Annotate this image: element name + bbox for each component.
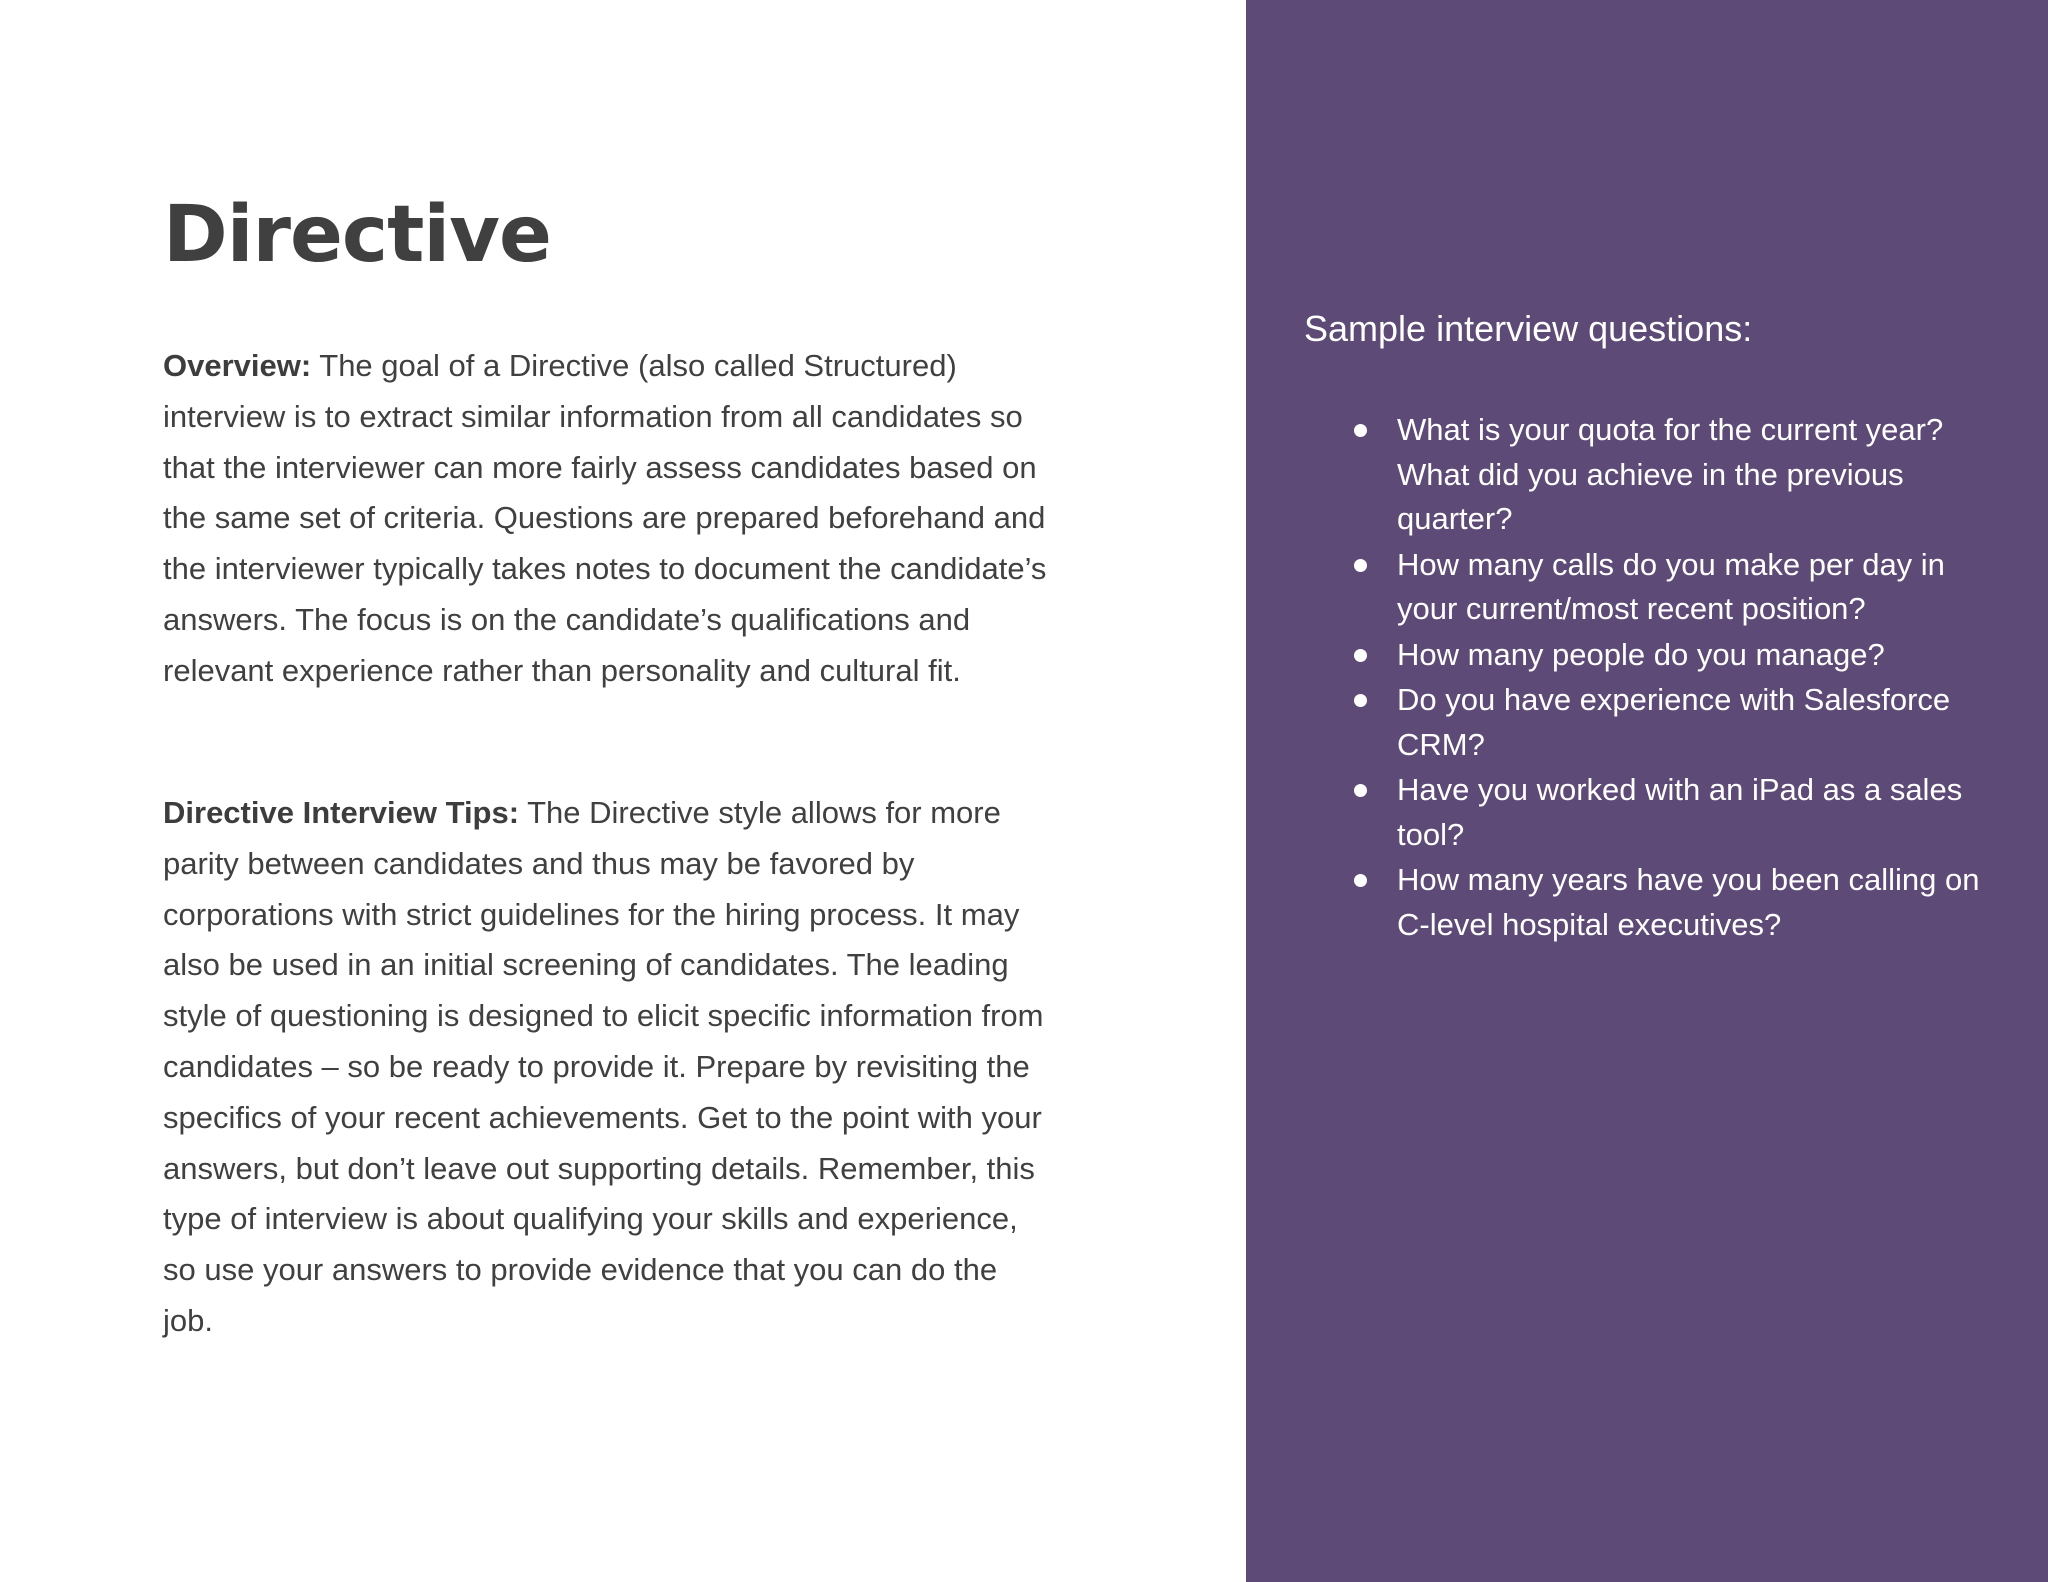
question-text: Do you have experience with Salesforce CRM?: [1397, 682, 1951, 762]
overview-paragraph: [163, 341, 1053, 697]
list-item: [1246, 633, 2048, 678]
tips-label: Directive Interview Tips:: [163, 795, 520, 830]
question-text: Have you worked with an iPad as a sales tool?: [1397, 772, 1963, 852]
overview-label: Overview:: [163, 348, 312, 383]
overview-text: The goal of a Directive (also called Structured) interview is to extract similar information from all candidates so that the interviewer can more fairly assess candidates based on the same set of criteria. Questions are prepared beforehand and the interviewer typically takes notes to document the candidate’s answers. The focus is on the candidate’s qualifications and relevant experience rather than personality and cultural fit.: [163, 348, 1047, 688]
question-text: How many calls do you make per day in your current/most recent position?: [1397, 546, 1945, 626]
list-item: [1246, 768, 2048, 857]
page-title: Directive: [163, 190, 551, 280]
tips-paragraph: [163, 788, 1053, 1347]
question-text: How many people do you manage?: [1397, 636, 1885, 672]
bullet-icon: [1354, 784, 1367, 797]
list-item: [1246, 408, 2048, 542]
list-item: [1246, 858, 2048, 947]
questions-list: [1246, 408, 2048, 948]
bullet-icon: [1354, 649, 1367, 662]
list-item: [1246, 678, 2048, 767]
question-text: What is your quota for the current year? What did you achieve in the previous quarter?: [1397, 412, 1944, 536]
bullet-icon: [1354, 874, 1367, 887]
bullet-icon: [1354, 424, 1367, 437]
sample-questions-sidebar: [1246, 0, 2048, 1582]
sidebar-heading: Sample interview questions:: [1304, 308, 1753, 349]
bullet-icon: [1354, 694, 1367, 707]
bullet-icon: [1354, 559, 1367, 572]
question-text: How many years have you been calling on C-level hospital executives?: [1397, 862, 1980, 942]
list-item: [1246, 543, 2048, 632]
tips-text: The Directive style allows for more parity between candidates and thus may be favored by corporations with strict guidelines for the hiring process. It may also be used in an initial screening of candidates. The leading style of questioning is designed to elicit specific information from candidates – so be ready to provide it. Prepare by revisiting the specifics of your recent achievements. Get to the point with your answers, but don’t leave out supporting details. Remember, this type of interview is about qualifying your skills and experience, so use your answers to provide evidence that you can do the job.: [163, 795, 1044, 1338]
